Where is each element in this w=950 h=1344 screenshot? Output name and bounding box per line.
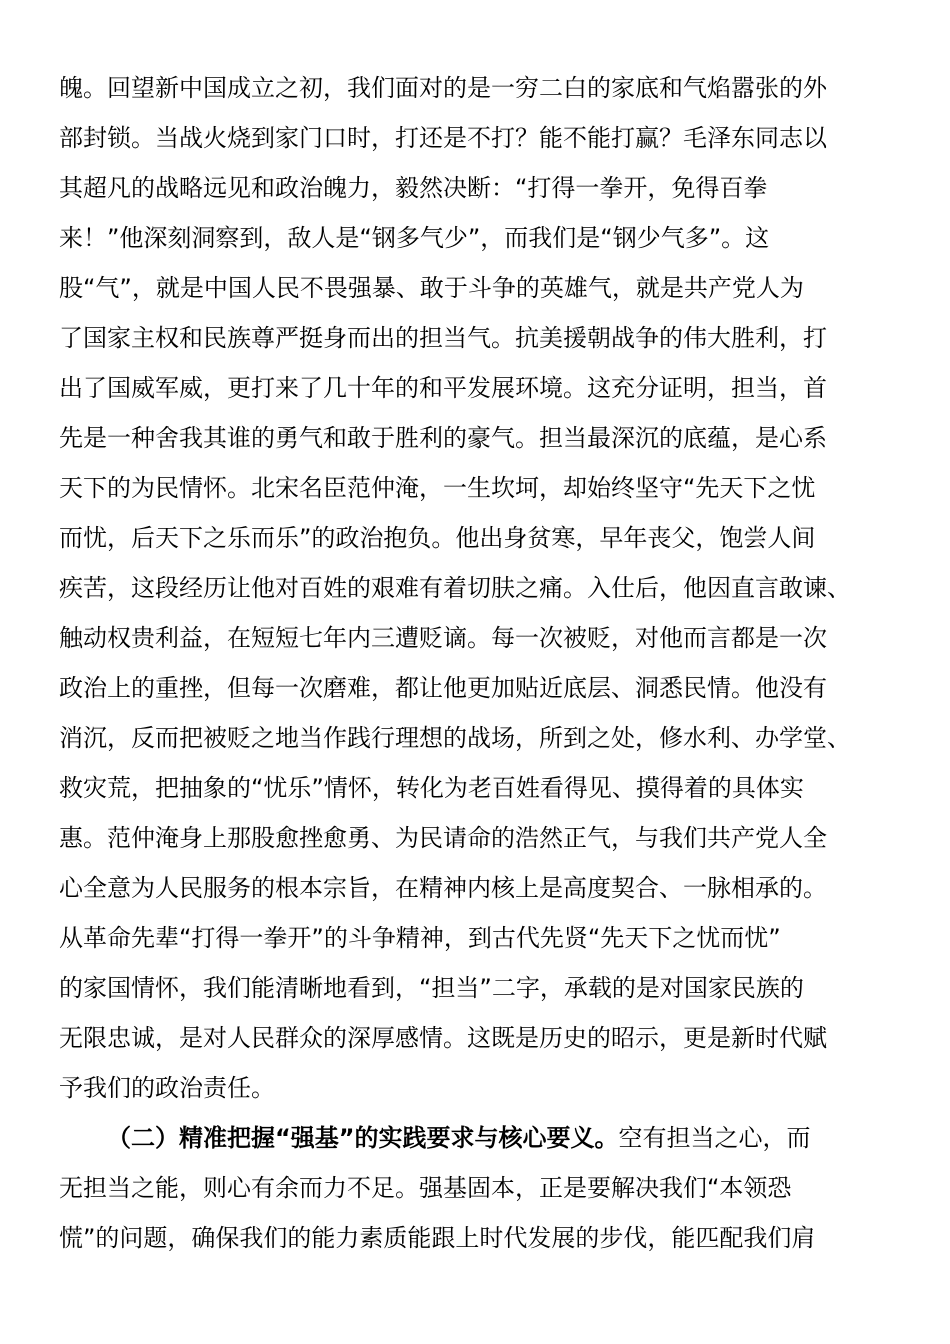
- text-line-19: 的家国情怀，我们能清晰地看到，“担当”二字，承载的是对国家民族的: [59, 974, 804, 1002]
- text-line-14: 消沉，反而把被贬之地当作践行理想的战场，所到之处，修水利、办学堂、: [59, 724, 851, 752]
- text-line-21: 予我们的政治责任。: [59, 1074, 275, 1102]
- text-line-16: 惠。范仲淹身上那股愈挫愈勇、为民请命的浩然正气，与我们共产党人全: [59, 824, 827, 852]
- text-line-10: 而忧，后天下之乐而乐”的政治抱负。他出身贫寒，早年丧父，饱尝人间: [59, 524, 816, 552]
- text-line-11: 疾苦，这段经历让他对百姓的艰难有着切肤之痛。入仕后，他因直言敢谏、: [59, 574, 851, 602]
- text-line-17: 心全意为人民服务的根本宗旨，在精神内核上是高度契合、一脉相承的。: [59, 874, 827, 902]
- text-line-1: 魄。回望新中国成立之初，我们面对的是一穷二白的家底和气焰嚣张的外: [59, 74, 827, 102]
- text-line-3: 其超凡的战略远见和政治魄力，毅然决断：“打得一拳开，免得百拳: [59, 174, 768, 202]
- section-heading-line: [107, 1118, 811, 1158]
- text-line-13: 政治上的重挫，但每一次磨难，都让他更加贴近底层、洞悉民情。他没有: [59, 674, 827, 702]
- text-line-7: 出了国威军威，更打来了几十年的和平发展环境。这充分证明，担当，首: [59, 374, 827, 402]
- text-line-18: 从革命先辈“打得一拳开”的斗争精神，到古代先贤“先天下之忧而忧”: [59, 924, 781, 952]
- text-line-15: 救灾荒，把抽象的“忧乐”情怀，转化为老百姓看得见、摸得着的具体实: [59, 774, 804, 802]
- text-line-2: 部封锁。当战火烧到家门口时，打还是不打？能不能打赢？毛泽东同志以: [59, 124, 827, 152]
- text-line-20: 无限忠诚，是对人民群众的深厚感情。这既是历史的昭示，更是新时代赋: [59, 1024, 827, 1052]
- section-line-3: 慌”的问题，确保我们的能力素质能跟上时代发展的步伐，能匹配我们肩: [59, 1224, 816, 1252]
- text-line-6: 了国家主权和民族尊严挺身而出的担当气。抗美援朝战争的伟大胜利，打: [59, 324, 827, 352]
- text-line-12: 触动权贵利益，在短短七年内三遭贬谪。每一次被贬，对他而言都是一次: [59, 624, 827, 652]
- section-heading: （二）精准把握“强基”的实践要求与核心要义。: [107, 1124, 619, 1152]
- text-line-9: 天下的为民情怀。北宋名臣范仲淹，一生坎坷，却始终坚守“先天下之忧: [59, 474, 816, 502]
- text-line-5: 股“气”，就是中国人民不畏强暴、敢于斗争的英雄气，就是共产党人为: [59, 274, 804, 302]
- section-heading-rest: 空有担当之心，而: [618, 1124, 811, 1152]
- section-line-2: 无担当之能，则心有余而力不足。强基固本，正是要解决我们“本领恐: [59, 1174, 792, 1202]
- text-line-8: 先是一种舍我其谁的勇气和敢于胜利的豪气。担当最深沉的底蕴，是心系: [59, 424, 827, 452]
- text-line-4: 来！”他深刻洞察到，敌人是“钢多气少”，而我们是“钢少气多”。这: [59, 224, 770, 252]
